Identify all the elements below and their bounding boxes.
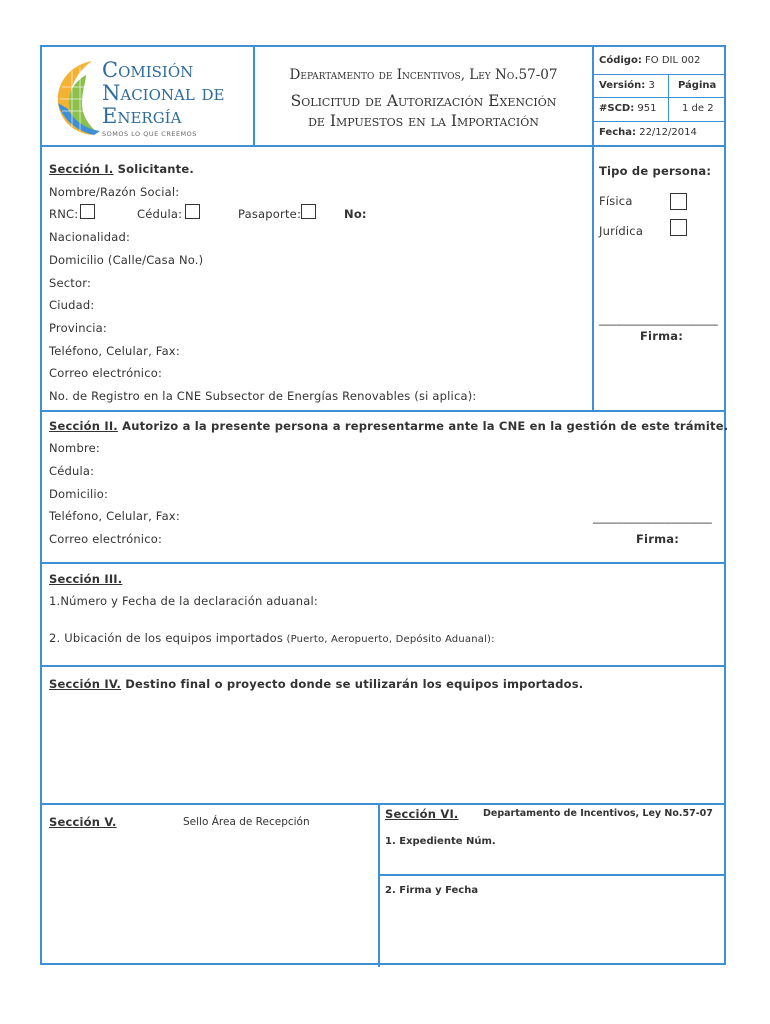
pasaporte-checkbox[interactable]	[301, 204, 316, 219]
declaracion-aduanal-label: 1.Número y Fecha de la declaración aduanal:	[49, 594, 318, 608]
section4-title: Sección IV.	[49, 677, 122, 691]
registro-cne-label: No. de Registro en la CNE Subsector de Energías Renovables (si aplica):	[49, 389, 477, 403]
pagina-label: Página	[678, 80, 717, 91]
rep-domicilio-label: Domicilio:	[49, 487, 109, 501]
version-label: Versión:	[599, 80, 646, 91]
version-value: 3	[648, 80, 655, 91]
scd-value: 951	[637, 103, 657, 114]
form-title-line-2: de Impuestos en la Importación	[308, 112, 539, 130]
fisica-checkbox[interactable]	[670, 193, 687, 210]
domicilio-label: Domicilio (Calle/Casa No.)	[49, 253, 204, 267]
section1-heading	[49, 162, 194, 176]
ubicacion-text: 2. Ubicación de los equipos importados	[49, 631, 284, 645]
form-frame	[40, 45, 729, 965]
section2-title: Sección II.	[49, 419, 118, 433]
fecha-label: Fecha:	[599, 127, 637, 138]
sector-label: Sector:	[49, 276, 92, 290]
version-field	[599, 80, 655, 91]
section6-department: Departamento de Incentivos, Ley No.57-07	[483, 808, 713, 819]
section4-heading	[49, 677, 583, 691]
cne-logo	[50, 53, 250, 139]
firma-fecha-label: 2. Firma y Fecha	[385, 885, 479, 896]
pagina-value: 1 de 2	[682, 103, 714, 114]
firma1-signature-line: ____________________	[599, 312, 718, 326]
rnc-label: RNC:	[49, 207, 79, 221]
section3-heading: Sección III.	[49, 572, 123, 586]
logo-line-3: Energía	[102, 104, 182, 128]
section2-heading	[49, 419, 728, 433]
header-department: Departamento de Incentivos, Ley No.57-07	[289, 67, 558, 83]
form-title-line-1: Solicitud de Autorización Exención	[290, 92, 557, 110]
section1-subtitle: Solicitante.	[113, 162, 194, 176]
logo-line-2: Nacional de	[102, 81, 225, 105]
codigo-field	[599, 55, 700, 66]
provincia-label: Provincia:	[49, 321, 107, 335]
fisica-label: Física	[599, 194, 633, 208]
tipo-persona-label: Tipo de persona:	[599, 164, 712, 178]
no-label: No:	[344, 207, 367, 221]
logo-line-1: Comisión	[102, 58, 194, 82]
firma2-label: Firma:	[636, 532, 680, 546]
leaf-globe-icon	[52, 57, 104, 137]
fecha-value: 22/12/2014	[639, 127, 697, 138]
expediente-label: 1. Expediente Núm.	[385, 836, 496, 847]
firma1-label: Firma:	[640, 329, 684, 343]
juridica-label: Jurídica	[599, 224, 644, 238]
rnc-checkbox[interactable]	[80, 204, 95, 219]
sello-recepcion-label: Sello Área de Recepción	[183, 816, 310, 828]
codigo-label: Código:	[599, 55, 642, 66]
nacionalidad-label: Nacionalidad:	[49, 230, 131, 244]
section2-subtitle: Autorizo a la presente persona a representarme ante la CNE en la gestión de este trámite.	[117, 419, 729, 433]
correo-label: Correo electrónico:	[49, 366, 163, 380]
pasaporte-label: Pasaporte:	[238, 207, 302, 221]
fecha-field	[599, 127, 697, 138]
ubicacion-equipos-label	[49, 631, 495, 645]
ciudad-label: Ciudad:	[49, 298, 95, 312]
section5-heading: Sección V.	[49, 815, 117, 829]
scd-field	[599, 103, 657, 114]
rep-correo-label: Correo electrónico:	[49, 532, 163, 546]
nombre-razon-label: Nombre/Razón Social:	[49, 185, 180, 199]
ubicacion-note: (Puerto, Aeropuerto, Depósito Aduanal):	[283, 634, 495, 645]
juridica-checkbox[interactable]	[670, 219, 687, 236]
cedula-checkbox[interactable]	[185, 204, 200, 219]
section4-subtitle: Destino final o proyecto donde se utilizarán los equipos importados.	[121, 677, 584, 691]
firma2-signature-line: ____________________	[593, 510, 712, 524]
logo-slogan: SOMOS LO QUE CREEMOS	[102, 130, 197, 138]
cedula-label: Cédula:	[137, 207, 183, 221]
scd-label: #SCD:	[599, 103, 635, 114]
rep-cedula-label: Cédula:	[49, 464, 95, 478]
rep-telefono-label: Teléfono, Celular, Fax:	[49, 509, 180, 523]
section1-title: Sección I.	[49, 162, 114, 176]
section6-heading: Sección VI.	[385, 807, 459, 821]
codigo-value: FO DIL 002	[645, 55, 701, 66]
telefono-label: Teléfono, Celular, Fax:	[49, 344, 180, 358]
rep-nombre-label: Nombre:	[49, 441, 100, 455]
